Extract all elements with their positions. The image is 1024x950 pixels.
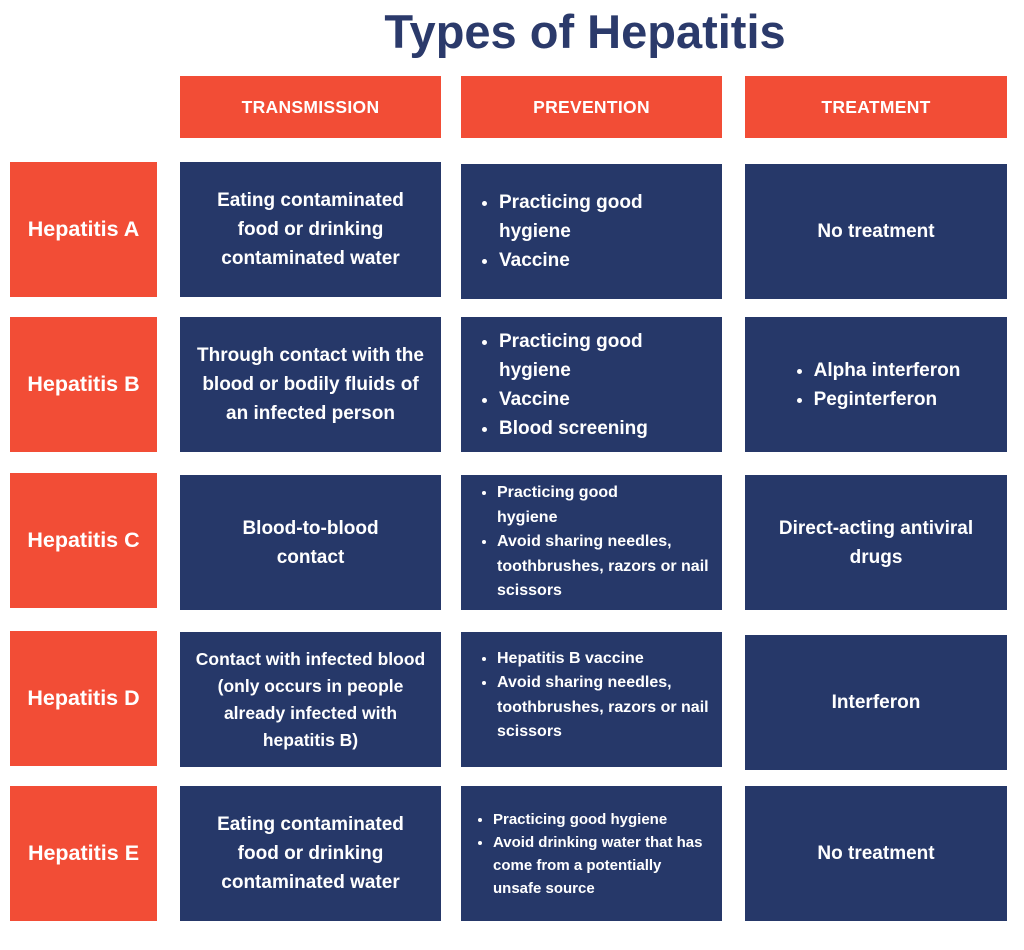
prevention-hepatitis-a — [461, 164, 722, 299]
list-item: • Avoid sharing needles, toothbrushes, razors or nail scissors — [497, 530, 712, 604]
prevention-hepatitis-e — [461, 786, 722, 921]
prevention-hepatitis-d — [461, 632, 722, 767]
treatment-hepatitis-b — [745, 317, 1007, 452]
treatment-text: No treatment — [817, 843, 935, 864]
treatment-hepatitis-d — [745, 635, 1007, 770]
header-prevention: PREVENTION — [461, 76, 722, 138]
list-item: • Alpha interferon — [814, 356, 961, 385]
transmission-text: Through contact with the blood or bodily fluids of an infected person — [197, 345, 424, 424]
page-title: Types of Hepatitis — [384, 5, 786, 58]
prevention-list — [477, 481, 712, 604]
treatment-text: Direct-acting antiviral drugs — [778, 517, 974, 568]
transmission-text: Blood-to-blood contact — [242, 517, 379, 568]
row-label-hepatitis-e: Hepatitis E — [10, 786, 157, 921]
treatment-text: Interferon — [831, 692, 921, 713]
transmission-hepatitis-c — [180, 475, 441, 610]
prevention-list — [477, 188, 712, 275]
prevention-hepatitis-c — [461, 475, 722, 610]
transmission-note: (only occurs in people already infected with hepatitis B) — [217, 675, 404, 750]
list-item: • Hepatitis B vaccine — [497, 647, 712, 672]
row-label-hepatitis-d: Hepatitis D — [10, 631, 157, 766]
list-item: • Practicing good hygiene — [499, 188, 712, 246]
prevention-list — [475, 808, 712, 900]
treatment-hepatitis-c — [745, 475, 1007, 610]
prevention-hepatitis-b — [461, 317, 722, 452]
header-transmission: TRANSMISSION — [180, 76, 441, 138]
transmission-text: Eating contaminated food or drinking contaminated water — [217, 814, 404, 893]
transmission-hepatitis-a — [180, 162, 441, 297]
transmission-text: Contact with infected blood — [195, 648, 426, 669]
treatment-hepatitis-e — [745, 786, 1007, 921]
transmission-hepatitis-e — [180, 786, 441, 921]
list-item: • Avoid drinking water that has come from a potentially unsafe source — [493, 831, 712, 900]
prevention-list — [477, 647, 712, 745]
prevention-list — [477, 327, 712, 443]
list-item: • Peginterferon — [814, 385, 961, 414]
header-treatment: TREATMENT — [745, 76, 1007, 138]
row-label-hepatitis-b: Hepatitis B — [10, 317, 157, 452]
row-label-hepatitis-a: Hepatitis A — [10, 162, 157, 297]
treatment-list — [792, 356, 961, 414]
treatment-hepatitis-a — [745, 164, 1007, 299]
treatment-text: No treatment — [817, 221, 935, 242]
list-item: • Practicing good hygiene — [497, 481, 712, 530]
transmission-hepatitis-b — [180, 317, 441, 452]
list-item: • Blood screening — [499, 414, 712, 443]
list-item: • Vaccine — [499, 385, 712, 414]
list-item: • Practicing good hygiene — [493, 808, 712, 831]
row-label-hepatitis-c: Hepatitis C — [10, 473, 157, 608]
transmission-text-group — [190, 646, 431, 754]
list-item: • Vaccine — [499, 246, 712, 275]
list-item: • Practicing good hygiene — [499, 327, 712, 385]
transmission-text: Eating contaminated food or drinking contaminated water — [217, 190, 404, 269]
list-item: • Avoid sharing needles, toothbrushes, razors or nail scissors — [497, 671, 712, 745]
transmission-hepatitis-d — [180, 632, 441, 767]
